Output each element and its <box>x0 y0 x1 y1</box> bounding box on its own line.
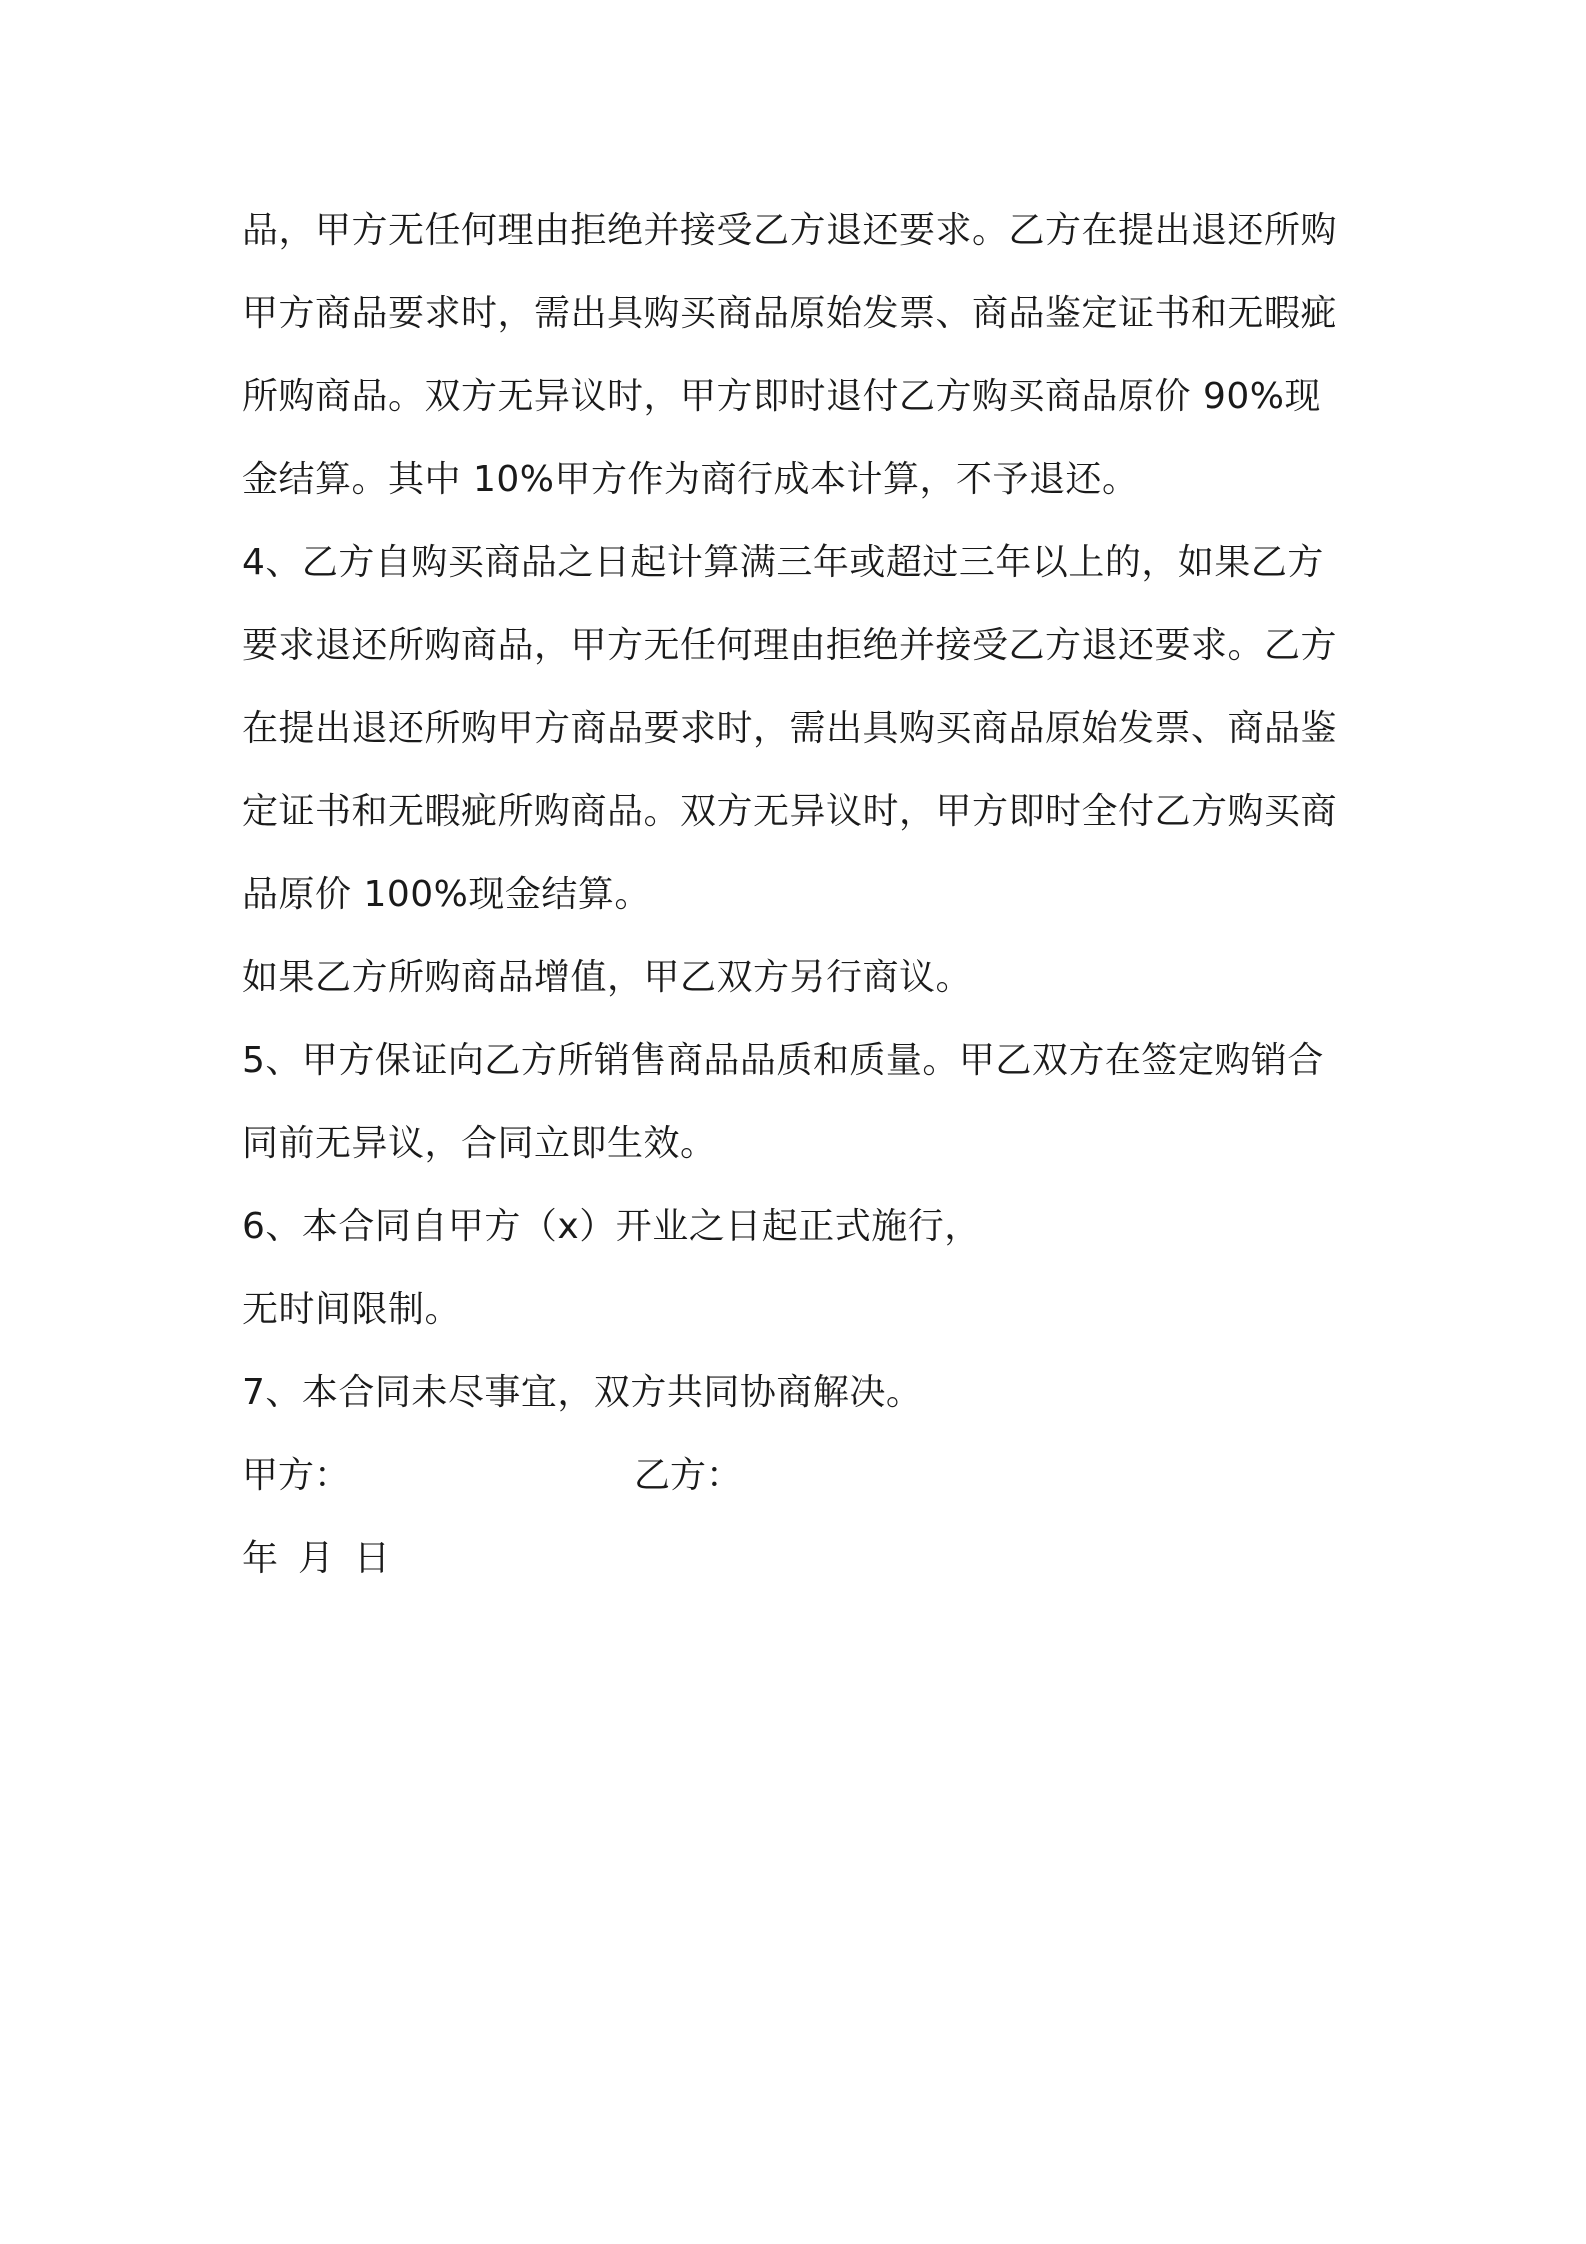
date-month: 月 <box>298 1538 335 1579</box>
party-a-label: 甲方： <box>242 1455 351 1496</box>
clause6-line-2: 无时间限制。 <box>242 1289 462 1330</box>
clause4-line-2: 要求退还所购商品，甲方无任何理由拒绝并接受乙方退还要求。乙方 <box>242 625 1338 666</box>
clause4-line-5: 品原价 100%现金结算。 <box>242 874 651 915</box>
clause3-line-1: 品，甲方无任何理由拒绝并接受乙方退还要求。乙方在提出退还所购 <box>242 210 1338 251</box>
clause4-line-1: 4、乙方自购买商品之日起计算满三年或超过三年以上的，如果乙方 <box>242 542 1324 583</box>
clause7-line: 7、本合同未尽事宜，双方共同协商解决。 <box>242 1372 923 1413</box>
appreciation-note: 如果乙方所购商品增值，甲乙双方另行商议。 <box>242 957 973 998</box>
clause5-line-1: 5、甲方保证向乙方所销售商品品质和质量。甲乙双方在签定购销合 <box>242 1040 1324 1081</box>
clause4-line-4: 定证书和无暇疵所购商品。双方无异议时，甲方即时全付乙方购买商 <box>242 791 1338 832</box>
clause5-line-2: 同前无异议，合同立即生效。 <box>242 1123 717 1164</box>
clause6-line-1: 6、本合同自甲方（x）开业之日起正式施行， <box>242 1206 981 1247</box>
clause3-line-2: 甲方商品要求时，需出具购买商品原始发票、商品鉴定证书和无暇疵 <box>242 293 1338 334</box>
date-day: 日 <box>354 1538 391 1579</box>
clause3-line-3: 所购商品。双方无异议时，甲方即时退付乙方购买商品原价 90%现 <box>242 376 1321 417</box>
clause4-line-3: 在提出退还所购甲方商品要求时，需出具购买商品原始发票、商品鉴 <box>242 708 1338 749</box>
party-b-label: 乙方： <box>634 1455 743 1496</box>
date-year: 年 <box>242 1538 279 1579</box>
clause3-line-4: 金结算。其中 10%甲方作为商行成本计算，不予退还。 <box>242 459 1139 500</box>
